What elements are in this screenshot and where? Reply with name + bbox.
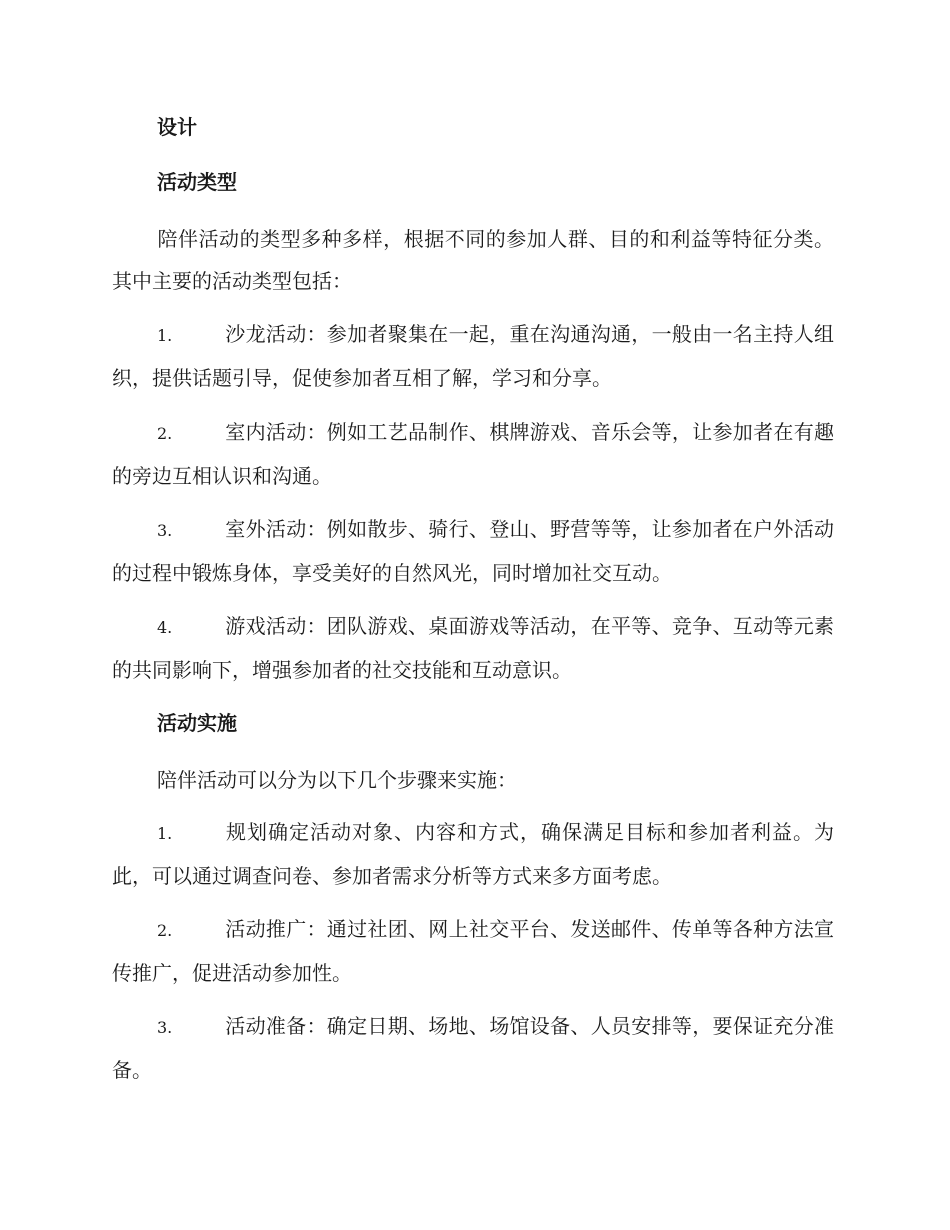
list-number: 2. — [157, 921, 173, 940]
paragraph-implementation-intro-text: 陪伴活动可以分为以下几个步骤来实施： — [157, 768, 517, 792]
list-number: 3. — [157, 1018, 173, 1037]
paragraph-implementation-intro — [112, 759, 834, 801]
list-number: 3. — [157, 521, 173, 540]
paragraph-types-intro-text: 陪伴活动的类型多种多样，根据不同的参加人群、目的和利益等特征分类。其中主要的活动类型包括： — [112, 227, 834, 293]
list-item-step-1 — [112, 811, 834, 897]
list-item-text: 规划确定活动对象、内容和方式，确保满足目标和参加者利益。为此，可以通过调查问卷、参加者需求分析等方式来多方面考虑。 — [112, 820, 834, 888]
heading-activity-types: 活动类型 — [157, 170, 237, 194]
list-number: 1. — [157, 824, 173, 843]
list-item-type-2 — [112, 411, 834, 497]
list-item-text: 活动推广：通过社团、网上社交平台、发送邮件、传单等各种方法宣传推广，促进活动参加性。 — [112, 917, 834, 985]
list-item-text: 室内活动：例如工艺品制作、棋牌游戏、音乐会等，让参加者在有趣的旁边互相认识和沟通。 — [112, 420, 834, 488]
list-item-type-3 — [112, 508, 834, 594]
list-item-type-1 — [112, 313, 834, 399]
list-item-step-3 — [112, 1005, 834, 1091]
list-number: 2. — [157, 424, 173, 443]
list-item-step-2 — [112, 908, 834, 994]
list-number: 4. — [157, 618, 173, 637]
list-item-type-4 — [112, 605, 834, 691]
list-item-text: 活动准备：确定日期、场地、场馆设备、人员安排等，要保证充分准备。 — [112, 1014, 834, 1082]
list-number: 1. — [157, 326, 173, 345]
heading-activity-implementation: 活动实施 — [157, 711, 237, 735]
section-title: 设计 — [157, 115, 197, 139]
list-item-text: 游戏活动：团队游戏、桌面游戏等活动，在平等、竞争、互动等元素的共同影响下，增强参加者的社交技能和互动意识。 — [112, 614, 834, 682]
paragraph-types-intro — [112, 218, 834, 302]
list-item-text: 沙龙活动：参加者聚集在一起，重在沟通沟通，一般由一名主持人组织，提供话题引导，促使参加者互相了解，学习和分享。 — [112, 322, 834, 390]
list-item-text: 室外活动：例如散步、骑行、登山、野营等等，让参加者在户外活动的过程中锻炼身体，享受美好的自然风光，同时增加社交互动。 — [112, 517, 834, 585]
